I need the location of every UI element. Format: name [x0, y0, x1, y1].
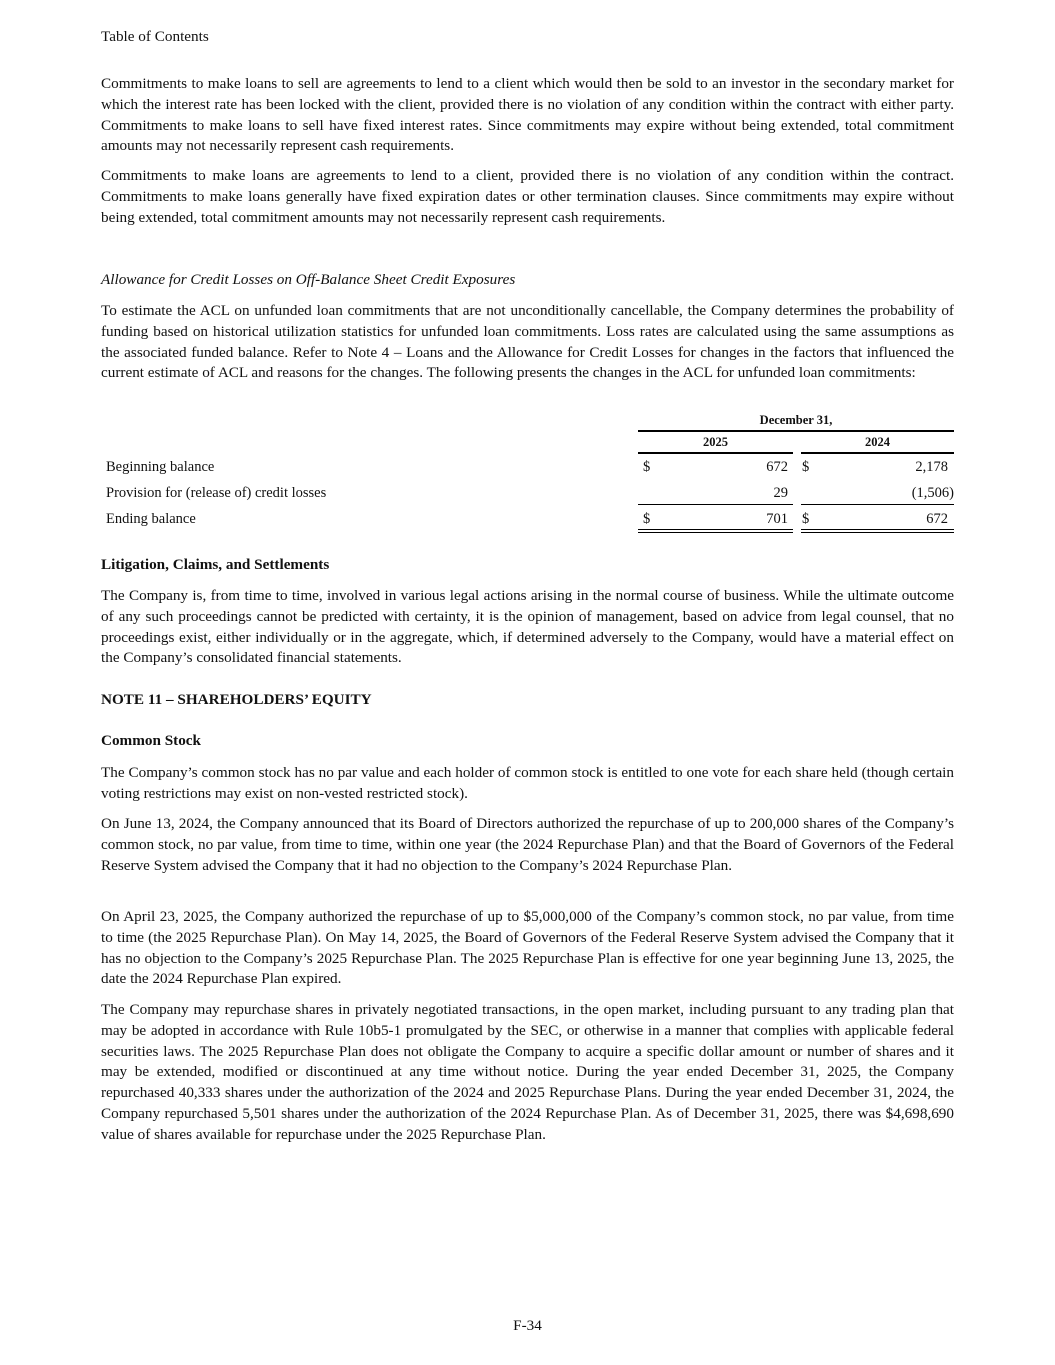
paragraph-text: On June 13, 2024, the Company announced that its Board of Directors authorized the repurchase of up to 200,000 shares of the Company’s common stock, no par value, from time to time, within one year (the 2024 Repurchase Plan) and that the Board of Governors of the Federal Reserve System advised the Company that it had no objection to the Company’s 2024 Repurchase Plan. [101, 815, 954, 874]
paragraph-2024-repurchase-plan [101, 814, 954, 876]
currency-symbol: $ [643, 459, 651, 475]
table-of-contents-link[interactable]: Table of Contents [101, 28, 209, 45]
column-rule-2024 [801, 452, 954, 454]
total-double-rule-2025 [638, 529, 793, 533]
table-row-ending-balance [101, 508, 954, 530]
value-2025: 701 [766, 511, 788, 527]
subtotal-rule-2025 [638, 504, 793, 505]
paragraph-text: The Company may repurchase shares in privately negotiated transactions, in the open market, including pursuant to any trading plan that may be adopted in accordance with Rule 10b5-1 promulgated by the SEC, or otherwise in a manner that complies with applicable federal securities laws. The 2025 Repurchase Plan does not obligate the Company to acquire a specific dollar amount or number of shares and it may be extended, modified or discontinued at any time without notice. During the year ended December 31, 2025, the Company repurchased 40,333 shares under the authorization of the 2024 and 2025 Repurchase Plans. During the year ended December 31, 2024, the Company repurchased 5,501 shares under the authorization of the 2024 Repurchase Plan. As of December 31, 2025, there was $4,698,690 value of shares available for repurchase under the 2025 Repurchase Plan. [101, 1001, 954, 1143]
paragraph-acl-estimate [101, 301, 954, 384]
currency-symbol: $ [802, 511, 810, 527]
note-11-heading: NOTE 11 – SHAREHOLDERS’ EQUITY [101, 691, 372, 708]
common-stock-heading: Common Stock [101, 732, 201, 749]
row-label: Provision for (release of) credit losses [106, 485, 327, 501]
paragraph-commitments-to-make-loans [101, 166, 954, 228]
value-2025: 29 [773, 485, 788, 501]
paragraph-text: Commitments to make loans are agreements to lend to a client, provided there is no violation of any condition within the contract. Commitments to make loans generally have fixed expiration dates or other termination clauses. Since commitments may expire without being extended, total commitment amounts may not necessarily represent cash requirements. [101, 167, 954, 226]
column-header-2025: 2025 [703, 435, 728, 449]
header-rule [638, 430, 954, 432]
row-label: Beginning balance [106, 459, 215, 475]
value-2024: 2,178 [915, 459, 948, 475]
value-2024: (1,506) [911, 485, 954, 501]
paragraph-text: Commitments to make loans to sell are agreements to lend to a client which would then be sold to an investor in the secondary market for which the interest rate has been locked with the client, provided there is no violation of any condition within the contract with either party. Commitments to make loans to sell have fixed interest rates. Since commitments may expire without being extended, total commitment amounts may not necessarily represent cash requirements. [101, 75, 954, 155]
litigation-heading: Litigation, Claims, and Settlements [101, 556, 330, 573]
table-period-header: December 31, [759, 413, 833, 427]
page-number: F-34 [513, 1317, 542, 1334]
currency-symbol: $ [643, 511, 651, 527]
table-row-provision [101, 482, 954, 504]
row-label: Ending balance [106, 511, 196, 527]
table-row-beginning-balance [101, 456, 954, 478]
value-2025: 672 [766, 459, 788, 475]
paragraph-text: The Company’s common stock has no par value and each holder of common stock is entitled to one vote for each share held (though certain voting restrictions may exist on non-vested restricted stock). [101, 764, 954, 802]
acl-section-heading: Allowance for Credit Losses on Off-Balance Sheet Credit Exposures [101, 271, 516, 288]
paragraph-commitments-to-sell [101, 74, 954, 157]
paragraph-text: To estimate the ACL on unfunded loan commitments that are not unconditionally cancellable, the Company determines the probability of funding based on historical utilization statistics for unfunded loan commitments. Loss rates are calculated using the same assumptions as the associated funded balance. Refer to Note 4 – Loans and the Allowance for Credit Losses for changes in the factors that influenced the current estimate of ACL and reasons for the changes. The following presents the changes in the ACL for unfunded loan commitments: [101, 302, 954, 382]
paragraph-text: The Company is, from time to time, involved in various legal actions arising in the normal course of business. While the ultimate outcome of any such proceedings cannot be predicted with certainty, it is the opinion of management, based on advice from legal counsel, that no proceedings exist, either individually or in the aggregate, which, if determined adversely to the Company, would have a material effect on the Company’s consolidated financial statements. [101, 587, 954, 667]
value-2024: 672 [926, 511, 948, 527]
paragraph-2025-repurchase-plan [101, 907, 954, 990]
paragraph-common-stock [101, 763, 954, 805]
paragraph-repurchase-details [101, 1000, 954, 1146]
paragraph-litigation [101, 586, 954, 669]
subtotal-rule-2024 [801, 504, 954, 505]
paragraph-text: On April 23, 2025, the Company authorized the repurchase of up to $5,000,000 of the Company’s common stock, no par value, from time to time (the 2025 Repurchase Plan). On May 14, 2025, the Board of Governors of the Federal Reserve System advised the Company that it has no objection to the Company’s 2025 Repurchase Plan. The 2025 Repurchase Plan is effective for one year beginning June 13, 2025, the date the 2024 Repurchase Plan expired. [101, 908, 954, 988]
total-double-rule-2024 [801, 529, 954, 533]
currency-symbol: $ [802, 459, 810, 475]
column-rule-2025 [638, 452, 793, 454]
column-header-2024: 2024 [865, 435, 890, 449]
